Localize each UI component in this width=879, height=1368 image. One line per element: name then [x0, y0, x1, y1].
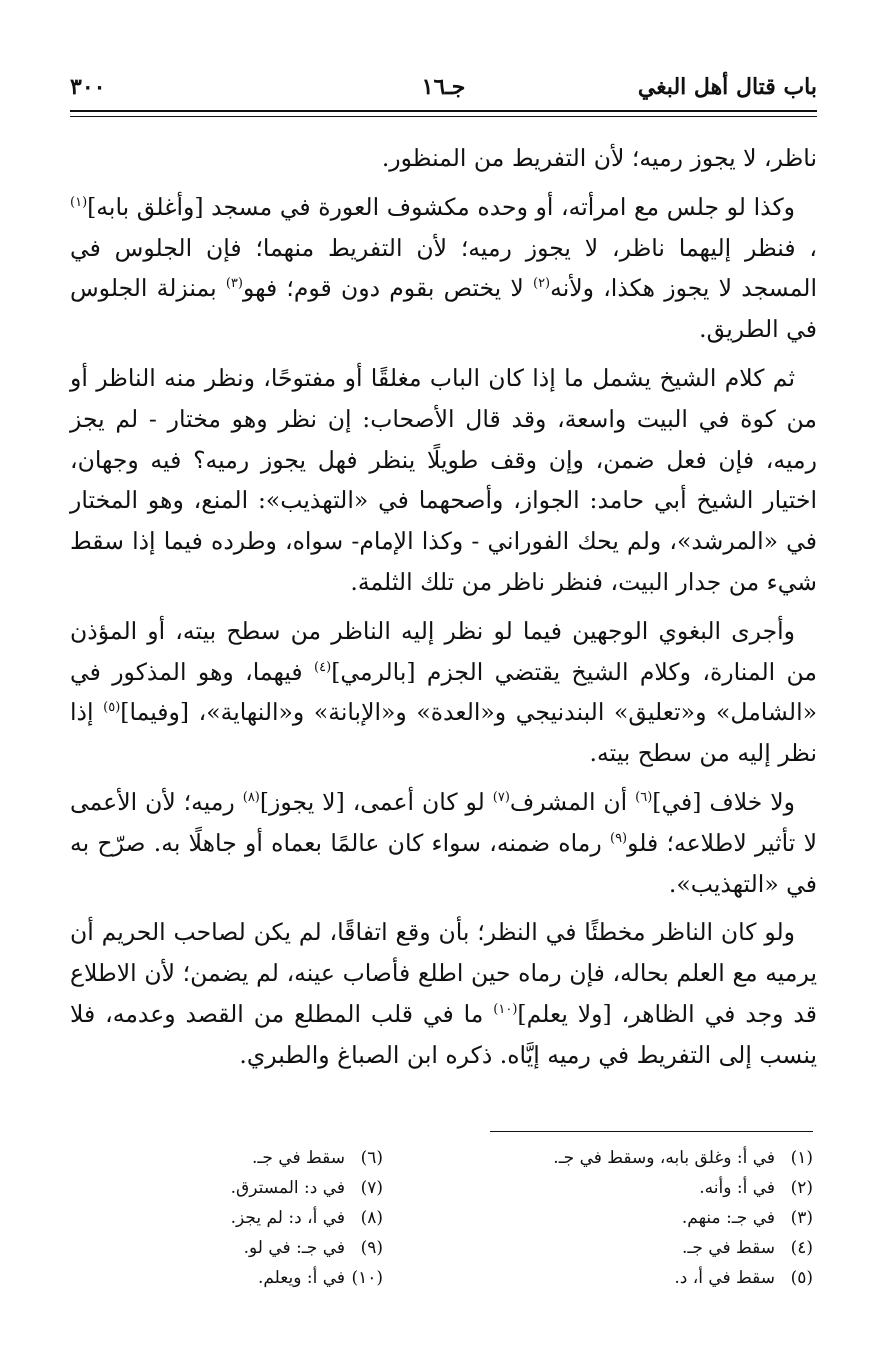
footnote-text: في د: المسترق.	[230, 1178, 345, 1198]
footnote-ref: (٦)	[635, 790, 653, 806]
footnote-ref: (١٠)	[493, 1002, 518, 1018]
footnote	[473, 1143, 813, 1173]
paragraph	[70, 138, 817, 179]
paragraph	[70, 611, 817, 774]
footnote-number: (٣)	[790, 1208, 813, 1228]
text-run: ناظر، لا يجوز رميه؛ لأن التفريط من المنظور.	[381, 144, 817, 172]
footnote-text: سقط في جـ.	[682, 1238, 775, 1258]
footnote-number: (٦)	[360, 1148, 383, 1168]
footnote-text: سقط في أ، د.	[674, 1268, 775, 1288]
text-run: ولو كان الناظر مخطئًا في النظر؛ بأن وقع اتفاقًا، لم يكن لصاحب الحريم أن يرميه مع العلم بحاله، فإن رماه حين اطلع فأصاب عينه، لم يضمن؛ لأن الاطلاع قد وجد في الظاهر، [ولا يعلم]	[70, 918, 818, 1028]
footnote-number: (١٠)	[351, 1268, 383, 1288]
footnote-ref: (٩)	[609, 830, 628, 846]
footnote-number: (٧)	[360, 1178, 383, 1198]
footnote-ref: (٢)	[532, 276, 551, 292]
body-text	[70, 138, 817, 1084]
footnote	[43, 1143, 383, 1173]
footnote-ref: (٥)	[103, 700, 121, 716]
footnote-text: في أ: وغلق بابه، وسقط في جـ.	[553, 1148, 775, 1168]
text-run: رميه؛ لأن الأعمى لا تأثير لاطلاعه؛ فلو	[70, 787, 817, 857]
footnote	[473, 1173, 813, 1203]
footnote-number: (٨)	[360, 1208, 383, 1228]
footnote-number: (٤)	[790, 1238, 813, 1258]
text-run: ما في قلب المطلع من القصد وعدمه، فلا ينسب إلى التفريط في رميه إيَّاه. ذكره ابن الصباغ والطبري.	[70, 999, 817, 1069]
footnote	[473, 1233, 813, 1263]
footnote-text: في أ، د: لم يجز.	[230, 1208, 345, 1228]
header-rule-thick	[70, 110, 817, 112]
header-rule-thin	[70, 116, 817, 117]
footnote-ref: (٨)	[242, 790, 260, 806]
paragraph	[70, 358, 817, 603]
text-run: وكذا لو جلس مع امرأته، أو وحده مكشوف العورة في مسجد [وأغلق بابه]	[87, 192, 795, 221]
footnote-number: (١)	[790, 1148, 813, 1168]
footnote	[43, 1203, 383, 1233]
volume-label: جـ١٦	[421, 74, 466, 100]
page-number: ٣٠٠	[70, 74, 106, 100]
text-run: بمنزلة الجلوس في الطريق.	[70, 274, 817, 344]
text-run: ثم كلام الشيخ يشمل ما إذا كان الباب مغلقًا أو مفتوحًا، ونظر منه الناظر أو من كوة في البيت واسعة، وقد قال الأصحاب: إن نظر وهو مختار - لم يجز رميه، فإن فعل ضمن، وإن وقف طويلًا ينظر فهل يجوز رميه؟ فيه وجهان، اختيار الشيخ أبي حامد: الجواز، وأصحهما في «التهذيب»: المنع، وهو المختار في «المرشد»، ولم يحك الفوراني - وكذا الإمام- سواه، وطرده فيما إذا سقط شيء من جدار البيت، فنظر ناظر من تلك الثلمة.	[70, 363, 817, 596]
footnote-number: (٥)	[790, 1268, 813, 1288]
text-run: إذا نظر إليه من سطح بيته.	[70, 698, 817, 768]
page-header	[70, 70, 817, 108]
text-run: أن المشرف	[509, 787, 636, 816]
footnote-separator	[490, 1131, 813, 1132]
footnote	[473, 1263, 813, 1293]
footnote-ref: (٤)	[314, 659, 332, 675]
footnote-text: سقط في جـ.	[252, 1148, 345, 1168]
chapter-title: باب قتال أهل البغي	[637, 74, 817, 100]
footnote-number: (٩)	[360, 1238, 383, 1258]
footnote	[473, 1203, 813, 1233]
paragraph	[70, 912, 817, 1075]
footnote-ref: (٣)	[225, 276, 243, 292]
text-run: ولا خلاف [في]	[652, 787, 796, 816]
footnote-ref: (٧)	[492, 790, 510, 806]
footnotes-column-right	[473, 1143, 813, 1293]
footnote-text: في جـ: في لو.	[243, 1238, 345, 1258]
footnote	[43, 1263, 383, 1293]
footnote-text: في جـ: منهم.	[681, 1208, 775, 1228]
text-run: لو كان أعمى، [لا يجوز]	[259, 787, 493, 816]
footnote	[43, 1233, 383, 1263]
footnote	[43, 1173, 383, 1203]
text-run: ، فنظر إليهما ناظر، لا يجوز رميه؛ لأن التفريط منهما؛ فإن الجلوس في المسجد لا يجوز هكذا، ولأنه	[70, 233, 817, 303]
text-run: رماه ضمنه، سواء كان عالمًا بعماه أو جاهلًا به. صرّح به في «التهذيب».	[70, 828, 817, 898]
text-run: وأجرى البغوي الوجهين فيما لو نظر إليه الناظر من سطح بيته، أو المؤذن من المنارة، وكلام الشيخ يقتضي الجزم [بالرمي]	[70, 616, 817, 686]
text-run: لا يختص بقوم دون قوم؛ فهو	[242, 274, 533, 303]
paragraph	[70, 187, 817, 350]
text-run: فيهما، وهو المذكور في «الشامل» و«تعليق» البندنيجي و«العدة» و«الإبانة» و«النهاية»، [وفيما]	[70, 657, 817, 727]
footnote-ref: (١)	[70, 194, 88, 210]
footnote-text: في أ: ويعلم.	[257, 1268, 345, 1288]
footnote-number: (٢)	[790, 1178, 813, 1198]
footnote-text: في أ: وأنه.	[699, 1178, 775, 1198]
paragraph	[70, 782, 817, 904]
footnotes-column-left	[43, 1143, 383, 1293]
